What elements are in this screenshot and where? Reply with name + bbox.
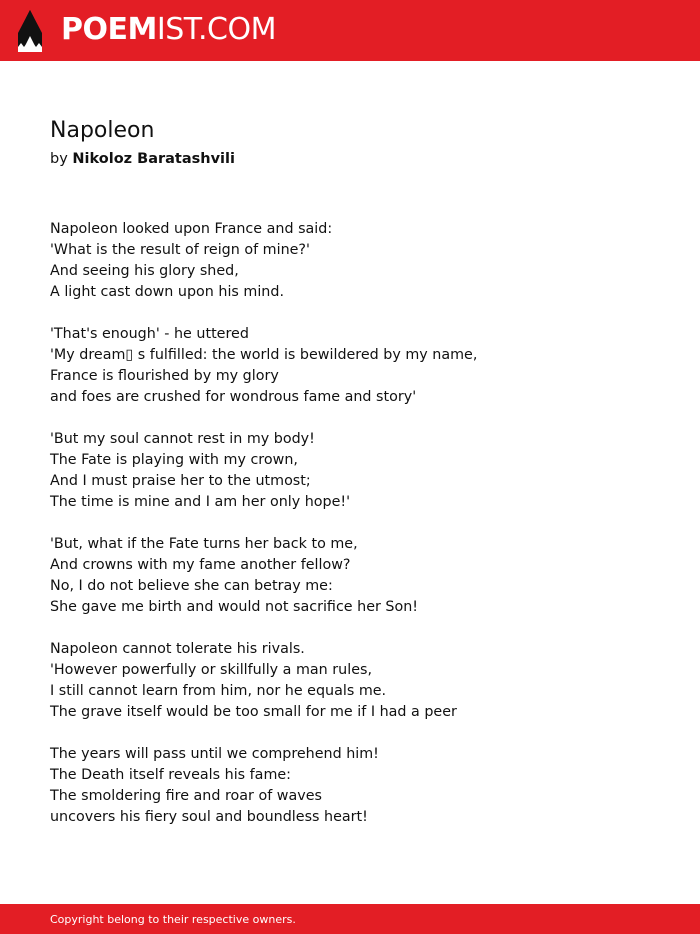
poem-line: and foes are crushed for wondrous fame and story' bbox=[50, 389, 417, 405]
poem-line: 'What is the result of reign of mine?' bbox=[50, 242, 310, 258]
poem-line: The Fate is playing with my crown, bbox=[50, 452, 298, 468]
poem-line: The smoldering fire and roar of waves bbox=[50, 788, 322, 804]
logo-bold-text: POEM bbox=[61, 12, 157, 47]
poem-line: 'That's enough' - he uttered bbox=[50, 326, 249, 342]
poem-line: The Death itself reveals his fame: bbox=[50, 767, 291, 783]
logo-light-text: IST.COM bbox=[156, 12, 276, 47]
poem-line: No, I do not believe she can betray me: bbox=[50, 578, 333, 594]
poem-line: Napoleon looked upon France and said: bbox=[50, 221, 333, 237]
poem-stanza bbox=[50, 534, 670, 618]
poem-line: And seeing his glory shed, bbox=[50, 263, 239, 279]
pencil-tip-icon[interactable] bbox=[17, 9, 43, 53]
poem-line: I still cannot learn from him, nor he equals me. bbox=[50, 683, 387, 699]
poem-stanza bbox=[50, 324, 670, 408]
poem-line: 'My dream▯ s fulfilled: the world is bewildered by my name, bbox=[50, 347, 478, 363]
poem-line: uncovers his fiery soul and boundless heart! bbox=[50, 809, 368, 825]
byline-prefix: by bbox=[50, 151, 68, 167]
poem-line: The grave itself would be too small for me if I had a peer bbox=[50, 704, 457, 720]
poem-line: 'But my soul cannot rest in my body! bbox=[50, 431, 315, 447]
poem-stanza bbox=[50, 639, 670, 723]
site-header bbox=[0, 0, 700, 61]
poem-stanza bbox=[50, 429, 670, 513]
poem-author: Nikoloz Baratashvili bbox=[72, 151, 235, 167]
poem-line: 'However powerfully or skillfully a man rules, bbox=[50, 662, 372, 678]
poem-line: 'But, what if the Fate turns her back to me, bbox=[50, 536, 358, 552]
poem-body bbox=[50, 219, 670, 849]
site-logo[interactable] bbox=[61, 10, 276, 50]
poem-title: Napoleon bbox=[50, 118, 155, 143]
poem-line: A light cast down upon his mind. bbox=[50, 284, 284, 300]
poem-line: The years will pass until we comprehend him! bbox=[50, 746, 379, 762]
poem-line: France is flourished by my glory bbox=[50, 368, 279, 384]
poem-line: Napoleon cannot tolerate his rivals. bbox=[50, 641, 305, 657]
site-footer bbox=[0, 904, 700, 934]
poem-byline bbox=[50, 149, 235, 169]
poem-stanza bbox=[50, 219, 670, 303]
poem-line: The time is mine and I am her only hope!' bbox=[50, 494, 351, 510]
poem-line: She gave me birth and would not sacrifice her Son! bbox=[50, 599, 419, 615]
poem-stanza bbox=[50, 744, 670, 828]
poem-line: And crowns with my fame another fellow? bbox=[50, 557, 351, 573]
poem-line: And I must praise her to the utmost; bbox=[50, 473, 311, 489]
copyright-text: Copyright belong to their respective owners. bbox=[50, 913, 296, 926]
